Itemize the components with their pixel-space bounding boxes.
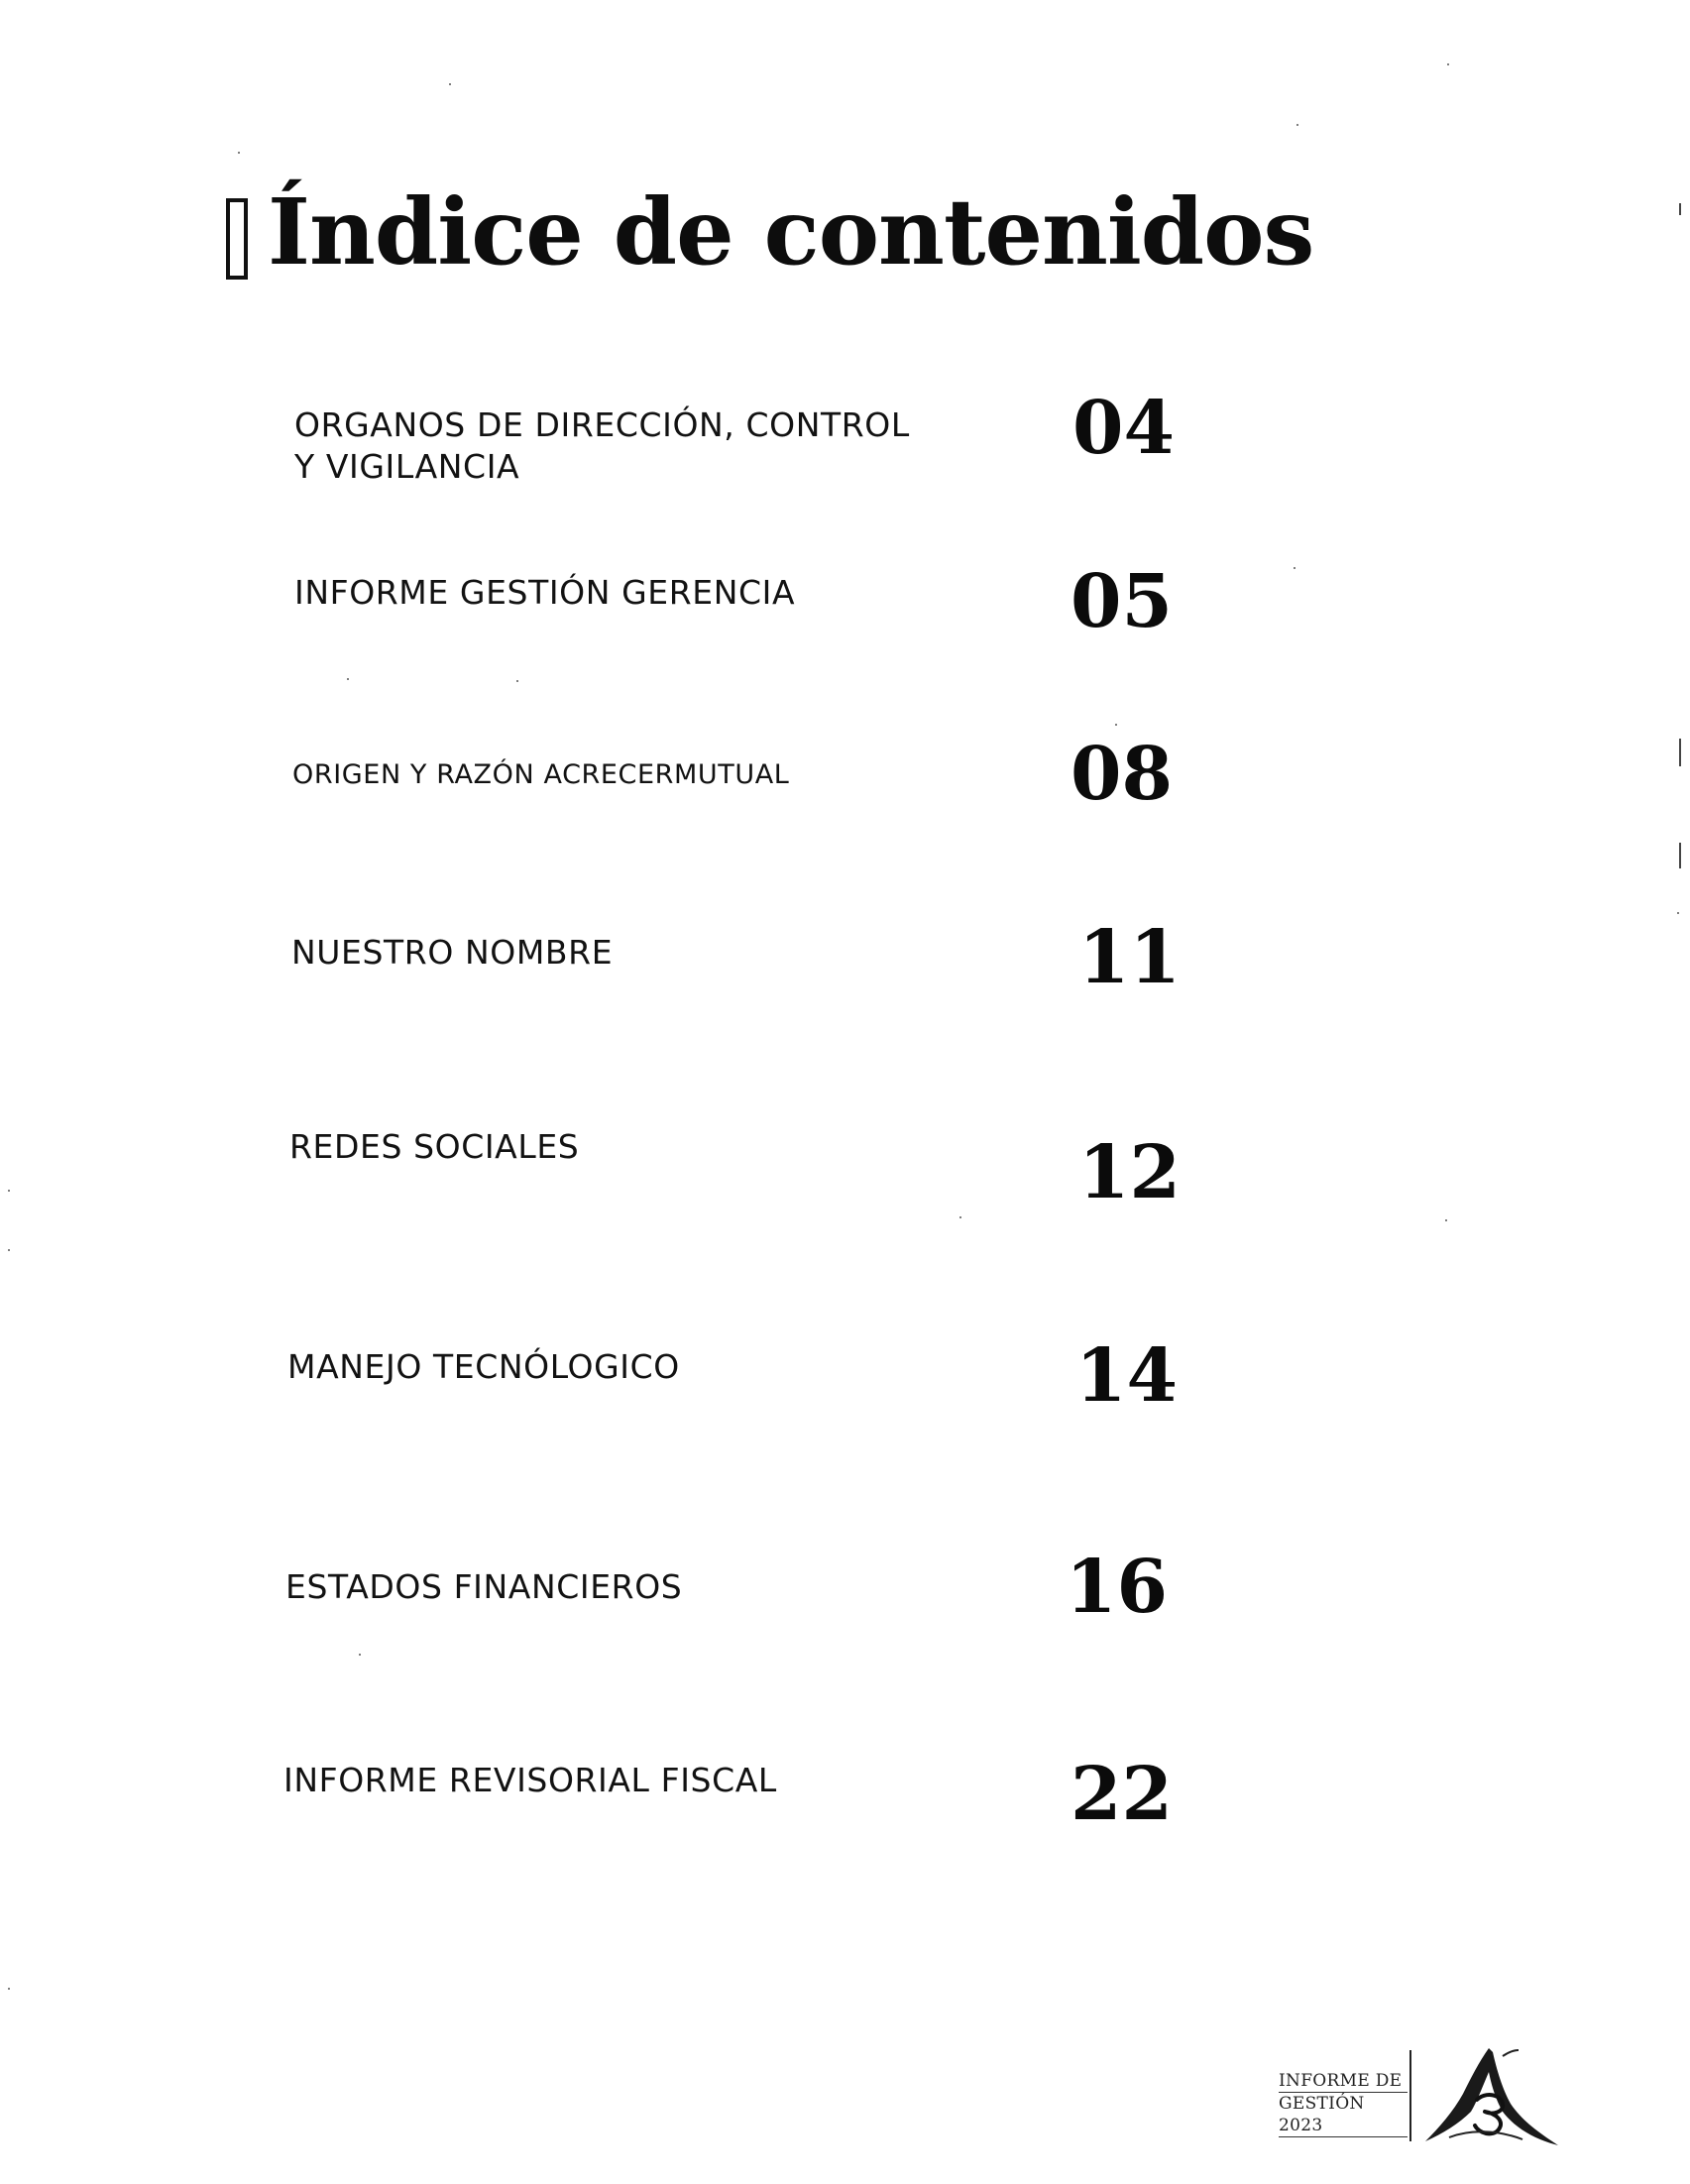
- toc-entry-label: INFORME GESTIÓN GERENCIA: [294, 573, 796, 612]
- bracket-icon: [226, 198, 248, 280]
- page-header: [226, 178, 1314, 286]
- toc-entry-label: ORGANOS DE DIRECCIÓN, CONTROL Y VIGILANCIA: [294, 405, 910, 486]
- toc-entry-label: ORIGEN Y RAZÓN ACRECERMUTUAL: [292, 759, 790, 790]
- toc-entry-page: 16: [1066, 1545, 1168, 1630]
- scan-speck: [238, 152, 240, 154]
- toc-entry-label: INFORME REVISORIAL FISCAL: [283, 1761, 777, 1799]
- scan-speck: [1445, 1219, 1447, 1221]
- footer-label: [1279, 2070, 1408, 2137]
- footer-line-1: INFORME DE: [1279, 2070, 1408, 2093]
- toc-entry-page: 08: [1070, 732, 1173, 817]
- footer-divider: [1409, 2050, 1411, 2141]
- toc-entry-label: REDES SOCIALES: [289, 1127, 580, 1166]
- scan-speck: [1294, 567, 1296, 569]
- scan-speck: [1447, 63, 1449, 65]
- scan-speck: [347, 678, 349, 680]
- toc-entry-label: MANEJO TECNÓLOGICO: [287, 1347, 680, 1386]
- footer-branding: [1279, 2042, 1576, 2151]
- scan-speck: [449, 83, 451, 85]
- toc-entry-label: NUESTRO NOMBRE: [291, 933, 614, 972]
- scan-edge-mark: [1679, 203, 1681, 215]
- scan-speck: [8, 1249, 10, 1251]
- toc-entry-page: 12: [1078, 1130, 1181, 1215]
- scan-speck: [359, 1654, 361, 1656]
- acrecer-logo-icon: [1419, 2042, 1568, 2151]
- scan-speck: [1677, 912, 1679, 914]
- toc-entry-page: 05: [1070, 559, 1173, 644]
- scan-speck: [516, 680, 518, 682]
- scan-speck: [8, 1988, 10, 1990]
- scan-edge-mark: [1679, 739, 1681, 766]
- toc-entry-page: 04: [1072, 386, 1175, 471]
- toc-entry-page: 11: [1078, 915, 1181, 1000]
- toc-entry-page: 22: [1070, 1752, 1173, 1837]
- scan-speck: [1296, 124, 1298, 126]
- footer-line-2: GESTIÓN 2023: [1279, 2093, 1408, 2137]
- scan-speck: [8, 1190, 10, 1192]
- toc-entry-label: ESTADOS FINANCIEROS: [285, 1567, 683, 1606]
- scan-edge-mark: [1679, 843, 1681, 868]
- scan-speck: [1115, 724, 1117, 726]
- page-title: Índice de contenidos: [268, 178, 1314, 286]
- scan-speck: [959, 1216, 961, 1218]
- toc-entry-page: 14: [1075, 1333, 1178, 1419]
